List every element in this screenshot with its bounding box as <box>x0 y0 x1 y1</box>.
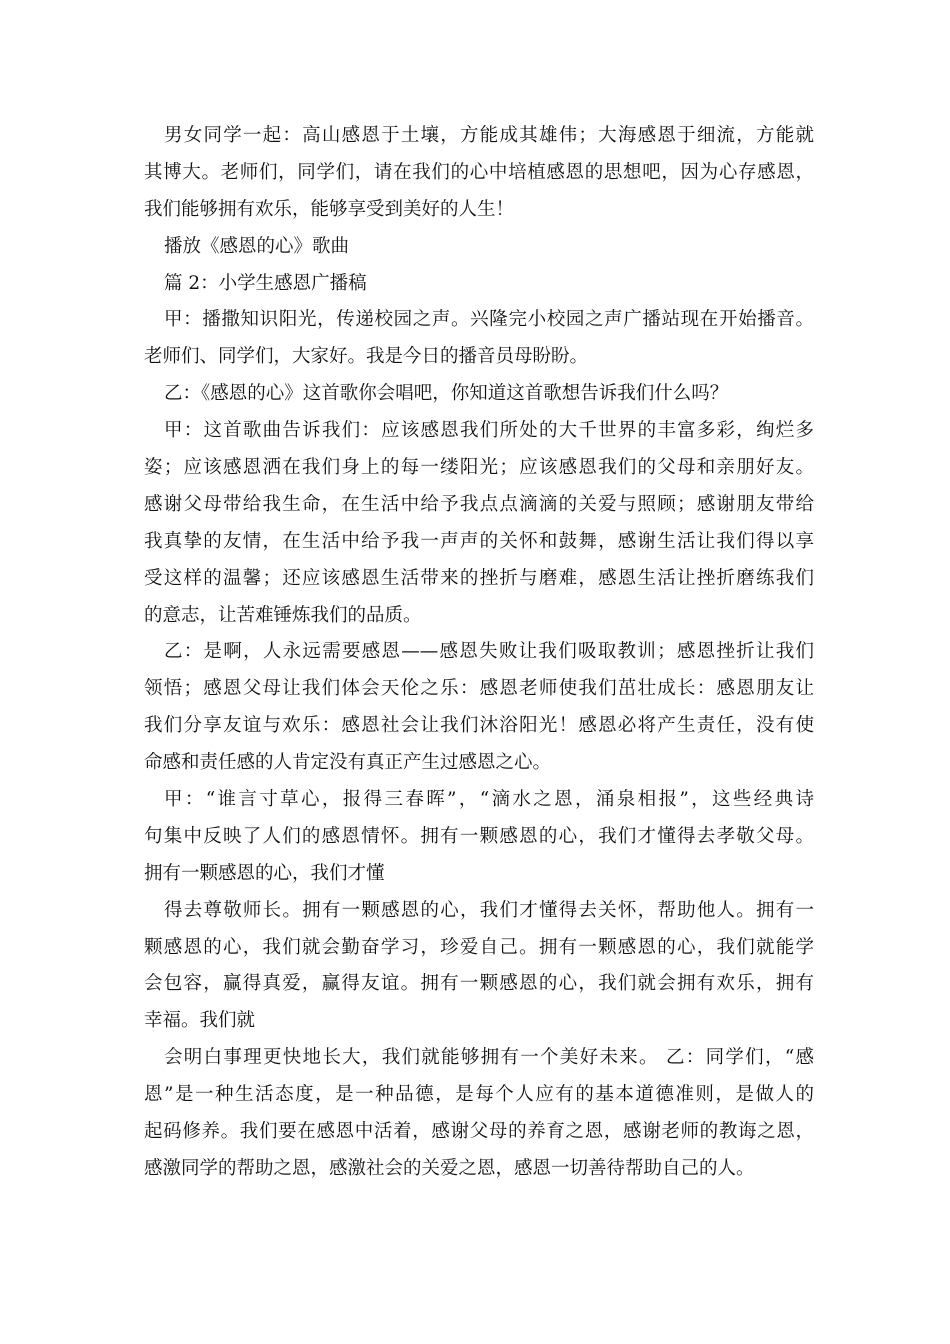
text-line: 受这样的温馨；还应该感恩生活带来的挫折与磨难，感恩生活让挫折磨练我们 <box>144 567 814 589</box>
text-line: 我们能够拥有欢乐，能够享受到美好的人生！ <box>144 198 515 220</box>
text-line: 我们分享友谊与欢乐：感恩社会让我们沐浴阳光！感恩必将产生责任，没有使 <box>144 715 814 737</box>
text-line: 感激同学的帮助之恩，感激社会的关爱之恩，感恩一切善待帮助自己的人。 <box>144 1157 755 1179</box>
document-body <box>144 118 814 1188</box>
text-line: 我真挚的友情，在生活中给予我一声声的关怀和鼓舞，感谢生活让我们得以享 <box>144 530 814 552</box>
text-line: 甲：这首歌曲告诉我们：应该感恩我们所处的大千世界的丰富多彩，绚烂多 <box>164 420 814 442</box>
text-line: 句集中反映了人们的感恩情怀。拥有一颗感恩的心，我们才懂得去孝敬父母。 <box>144 825 814 847</box>
text-line: 甲：“谁言寸草心，报得三春晖”，“滴水之恩，涌泉相报”，这些经典诗 <box>164 789 814 811</box>
text-line: 甲：播撒知识阳光，传递校园之声。兴隆完小校园之声广播站现在开始播音。 <box>164 309 814 331</box>
text-line: 其博大。老师们，同学们，请在我们的心中培植感恩的思想吧，因为心存感恩， <box>144 161 814 183</box>
text-line: 乙：是啊，人永远需要感恩——感恩失败让我们吸取教训；感恩挫折让我们 <box>164 641 814 663</box>
text-line: 会明白事理更快地长大，我们就能够拥有一个美好未来。 乙：同学们，“感 <box>164 1047 814 1069</box>
text-line: 起码修养。我们要在感恩中活着，感谢父母的养育之恩，感谢老师的教诲之恩， <box>144 1121 814 1143</box>
text-line: 会包容，赢得真爱，赢得友谊。拥有一颗感恩的心，我们就会拥有欢乐，拥有 <box>144 973 814 995</box>
text-line: 老师们、同学们，大家好。我是今日的播音员母盼盼。 <box>144 346 589 368</box>
text-line: 恩”是一种生活态度，是一种品德，是每个人应有的基本道德准则，是做人的 <box>144 1084 814 1106</box>
text-line: 篇 2：小学生感恩广播稿 <box>164 272 367 294</box>
text-line: 的意志，让苦难锤炼我们的品质。 <box>144 604 422 626</box>
text-line: 乙：《感恩的心》这首歌你会唱吧，你知道这首歌想告诉我们什么吗？ <box>164 383 729 405</box>
text-line: 颗感恩的心，我们就会勤奋学习，珍爱自己。拥有一颗感恩的心，我们就能学 <box>144 936 814 958</box>
text-line: 男女同学一起：高山感恩于土壤，方能成其雄伟；大海感恩于细流，方能就 <box>164 125 814 146</box>
text-line: 拥有一颗感恩的心，我们才懂 <box>144 862 385 884</box>
text-line: 命感和责任感的人肯定没有真正产生过感恩之心。 <box>144 752 552 774</box>
text-line: 感谢父母带给我生命，在生活中给予我点点滴滴的关爱与照顾；感谢朋友带给 <box>144 493 814 515</box>
text-line: 领悟；感恩父母让我们体会天伦之乐：感恩老师使我们茁壮成长：感恩朋友让 <box>144 678 814 700</box>
text-line: 得去尊敬师长。拥有一颗感恩的心，我们才懂得去关怀，帮助他人。拥有一 <box>164 899 814 921</box>
text-line: 幸福。我们就 <box>144 1010 256 1032</box>
text-line: 姿；应该感恩洒在我们身上的每一缕阳光；应该感恩我们的父母和亲朋好友。 <box>144 457 814 479</box>
text-line: 播放《感恩的心》歌曲 <box>164 235 350 257</box>
